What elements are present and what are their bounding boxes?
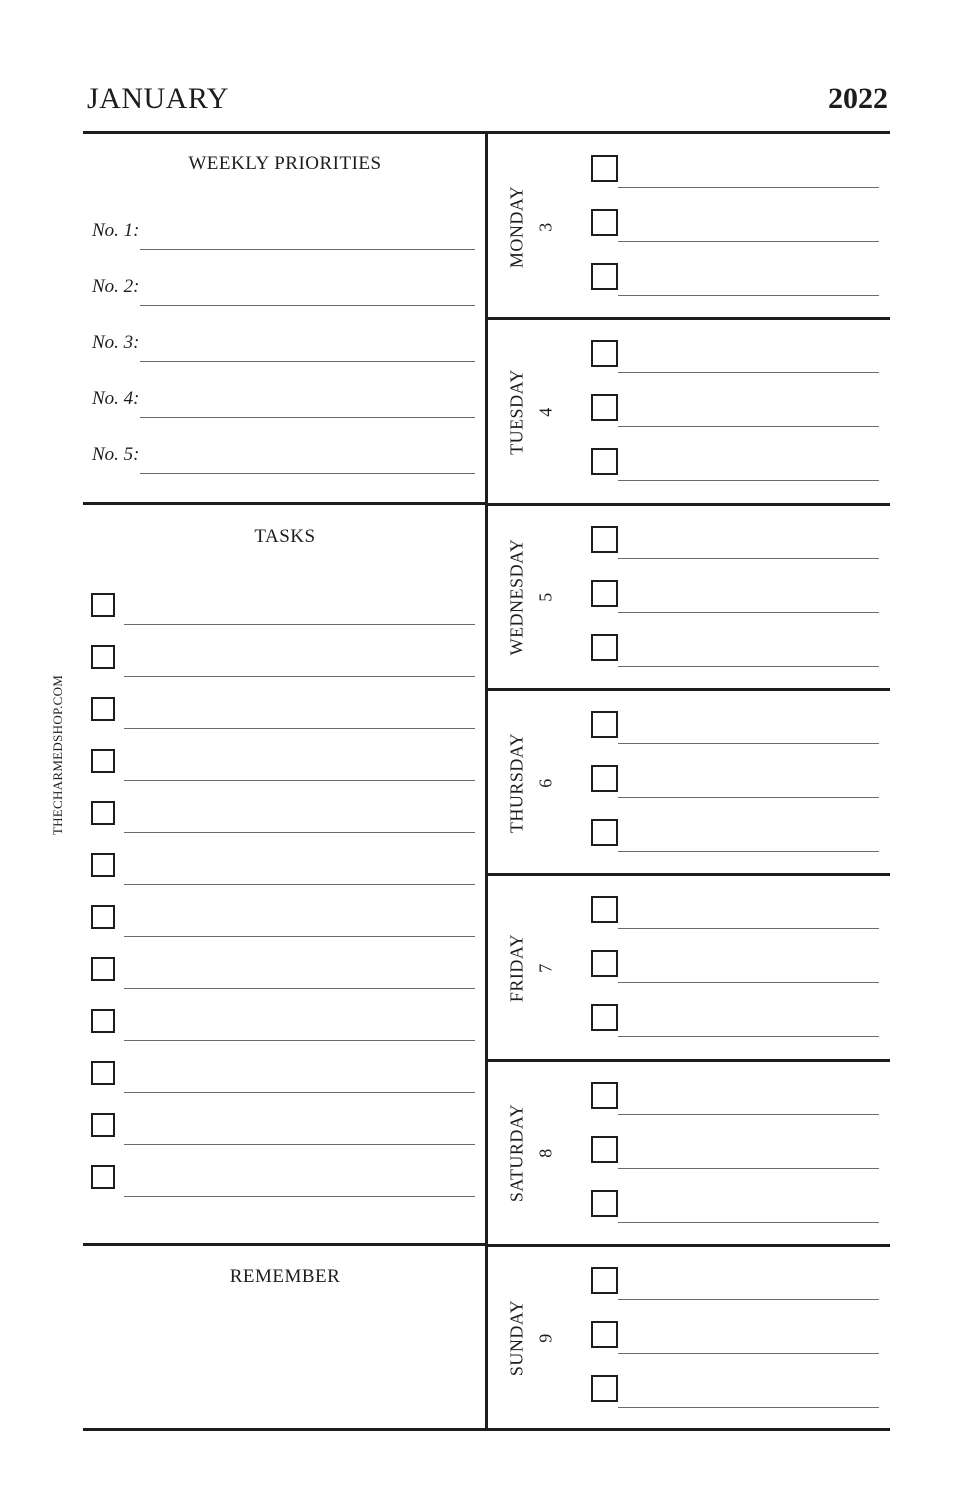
day-line[interactable] bbox=[618, 1114, 879, 1115]
day-date: 9 bbox=[535, 1333, 556, 1344]
day-date: 5 bbox=[535, 592, 556, 602]
priority-line[interactable] bbox=[140, 473, 475, 474]
remember-title: REMEMBER bbox=[229, 1266, 341, 1287]
left-divider-1 bbox=[83, 502, 487, 505]
month-title: JANUARY bbox=[87, 82, 229, 115]
task-line[interactable] bbox=[124, 728, 475, 729]
day-checkbox[interactable] bbox=[591, 711, 618, 738]
task-line[interactable] bbox=[124, 624, 475, 625]
task-checkbox[interactable] bbox=[91, 801, 115, 825]
day-date: 8 bbox=[535, 1148, 556, 1158]
day-divider bbox=[485, 1244, 890, 1247]
day-line[interactable] bbox=[618, 187, 879, 188]
day-divider bbox=[485, 317, 890, 320]
day-line[interactable] bbox=[618, 1168, 879, 1169]
day-checkbox[interactable] bbox=[591, 950, 618, 977]
task-line[interactable] bbox=[124, 988, 475, 989]
task-line[interactable] bbox=[124, 936, 475, 937]
day-checkbox[interactable] bbox=[591, 526, 618, 553]
day-line[interactable] bbox=[618, 480, 879, 481]
day-date: 7 bbox=[535, 963, 556, 973]
task-line[interactable] bbox=[124, 676, 475, 677]
priority-line[interactable] bbox=[140, 305, 475, 306]
day-line[interactable] bbox=[618, 1407, 879, 1408]
day-line[interactable] bbox=[618, 928, 879, 929]
task-checkbox[interactable] bbox=[91, 957, 115, 981]
day-checkbox[interactable] bbox=[591, 896, 618, 923]
day-line[interactable] bbox=[618, 666, 879, 667]
task-line[interactable] bbox=[124, 780, 475, 781]
day-checkbox[interactable] bbox=[591, 580, 618, 607]
day-checkbox[interactable] bbox=[591, 1082, 618, 1109]
day-checkbox[interactable] bbox=[591, 155, 618, 182]
day-checkbox[interactable] bbox=[591, 819, 618, 846]
task-checkbox[interactable] bbox=[91, 1061, 115, 1085]
priority-label: No. 3: bbox=[92, 332, 140, 353]
task-checkbox[interactable] bbox=[91, 853, 115, 877]
task-line[interactable] bbox=[124, 832, 475, 833]
day-line[interactable] bbox=[618, 612, 879, 613]
priority-line[interactable] bbox=[140, 249, 475, 250]
day-checkbox[interactable] bbox=[591, 209, 618, 236]
task-checkbox[interactable] bbox=[91, 1009, 115, 1033]
day-checkbox[interactable] bbox=[591, 1375, 618, 1402]
day-line[interactable] bbox=[618, 295, 879, 296]
priority-label: No. 2: bbox=[92, 276, 140, 297]
day-checkbox[interactable] bbox=[591, 765, 618, 792]
task-checkbox[interactable] bbox=[91, 697, 115, 721]
priority-label: No. 4: bbox=[92, 388, 140, 409]
day-line[interactable] bbox=[618, 1299, 879, 1300]
task-checkbox[interactable] bbox=[91, 593, 115, 617]
day-name: THURSDAY bbox=[506, 732, 527, 833]
day-name: TUESDAY bbox=[506, 369, 527, 455]
task-line[interactable] bbox=[124, 1040, 475, 1041]
left-divider-2 bbox=[83, 1243, 487, 1246]
day-checkbox[interactable] bbox=[591, 634, 618, 661]
priority-line[interactable] bbox=[140, 361, 475, 362]
year-title: 2022 bbox=[828, 82, 888, 115]
day-line[interactable] bbox=[618, 743, 879, 744]
day-checkbox[interactable] bbox=[591, 1136, 618, 1163]
day-name: SUNDAY bbox=[506, 1300, 527, 1377]
task-line[interactable] bbox=[124, 884, 475, 885]
day-checkbox[interactable] bbox=[591, 394, 618, 421]
day-divider bbox=[485, 688, 890, 691]
day-divider bbox=[485, 503, 890, 506]
task-line[interactable] bbox=[124, 1196, 475, 1197]
task-checkbox[interactable] bbox=[91, 645, 115, 669]
day-line[interactable] bbox=[618, 241, 879, 242]
center-divider bbox=[485, 131, 488, 1431]
day-line[interactable] bbox=[618, 1036, 879, 1037]
day-divider bbox=[485, 1059, 890, 1062]
day-date: 3 bbox=[535, 221, 556, 232]
day-checkbox[interactable] bbox=[591, 1004, 618, 1031]
day-name: FRIDAY bbox=[506, 933, 527, 1003]
day-line[interactable] bbox=[618, 982, 879, 983]
day-checkbox[interactable] bbox=[591, 1321, 618, 1348]
day-date: 6 bbox=[535, 777, 556, 788]
day-checkbox[interactable] bbox=[591, 1267, 618, 1294]
task-checkbox[interactable] bbox=[91, 1113, 115, 1137]
tasks-title: TASKS bbox=[254, 526, 316, 547]
day-checkbox[interactable] bbox=[591, 263, 618, 290]
priority-label: No. 1: bbox=[92, 220, 140, 241]
day-name: MONDAY bbox=[506, 185, 527, 268]
task-checkbox[interactable] bbox=[91, 905, 115, 929]
day-divider bbox=[485, 873, 890, 876]
priority-line[interactable] bbox=[140, 417, 475, 418]
day-line[interactable] bbox=[618, 797, 879, 798]
task-line[interactable] bbox=[124, 1092, 475, 1093]
day-checkbox[interactable] bbox=[591, 1190, 618, 1217]
day-name: SATURDAY bbox=[506, 1103, 527, 1203]
day-checkbox[interactable] bbox=[591, 448, 618, 475]
task-checkbox[interactable] bbox=[91, 749, 115, 773]
day-date: 4 bbox=[535, 407, 556, 417]
day-line[interactable] bbox=[618, 1222, 879, 1223]
task-line[interactable] bbox=[124, 1144, 475, 1145]
day-line[interactable] bbox=[618, 558, 879, 559]
day-line[interactable] bbox=[618, 426, 879, 427]
priority-label: No. 5: bbox=[92, 444, 140, 465]
task-checkbox[interactable] bbox=[91, 1165, 115, 1189]
bottom-rule bbox=[83, 1428, 890, 1431]
website-text: THECHARMEDSHOP.COM bbox=[50, 674, 65, 836]
day-name: WEDNESDAY bbox=[506, 538, 527, 656]
day-line[interactable] bbox=[618, 372, 879, 373]
day-line[interactable] bbox=[618, 1353, 879, 1354]
day-line[interactable] bbox=[618, 851, 879, 852]
priorities-title: WEEKLY PRIORITIES bbox=[188, 153, 382, 174]
day-checkbox[interactable] bbox=[591, 340, 618, 367]
